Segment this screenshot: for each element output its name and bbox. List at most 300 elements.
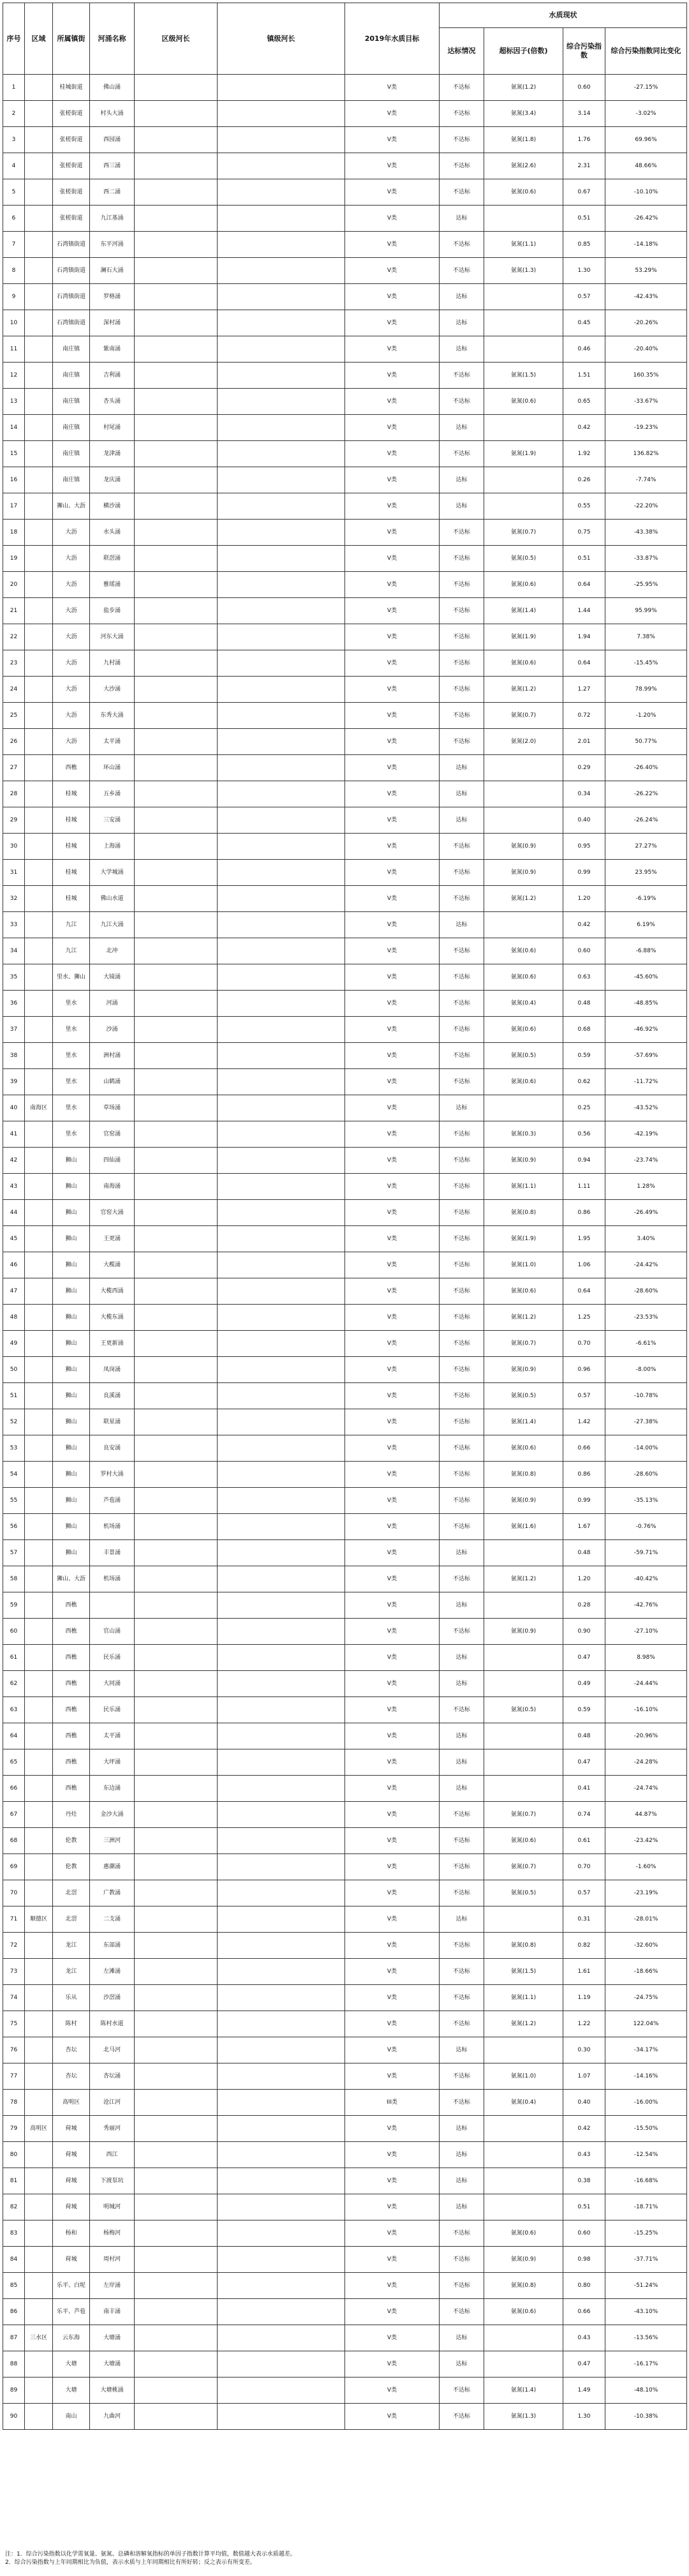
- cell-compliance: 达标: [440, 755, 484, 781]
- cell-factors: 氨氮(2.0): [484, 729, 563, 755]
- cell-river: 深村涌: [90, 310, 135, 336]
- cell-index: 0.75: [563, 520, 605, 546]
- cell-compliance: 不达标: [440, 2220, 484, 2247]
- cell-district: [25, 2404, 53, 2430]
- cell-factors: 氨氮(1.4): [484, 2378, 563, 2404]
- cell-change: -15.50%: [605, 2116, 687, 2142]
- cell-seq: 90: [3, 2404, 25, 2430]
- cell-target: V类: [345, 1148, 440, 1174]
- cell-compliance: 不达标: [440, 1043, 484, 1069]
- cell-town: 高明区: [53, 2090, 90, 2116]
- cell-district: [25, 1043, 53, 1069]
- cell-river: 沙涌: [90, 1017, 135, 1043]
- cell-compliance: 达标: [440, 2116, 484, 2142]
- cell-seq: 28: [3, 781, 25, 807]
- cell-town: 荷城: [53, 2142, 90, 2168]
- cell-target: V类: [345, 206, 440, 232]
- cell-change: 23.95%: [605, 860, 687, 886]
- cell-town-chief: [218, 258, 345, 284]
- cell-district-chief: [135, 284, 218, 310]
- cell-compliance: 不达标: [440, 2247, 484, 2273]
- cell-river: 大榄涌: [90, 1252, 135, 1278]
- cell-seq: 55: [3, 1488, 25, 1514]
- cell-river: 北马河: [90, 2037, 135, 2063]
- cell-river: 环山涌: [90, 755, 135, 781]
- cell-town: 大沥: [53, 546, 90, 572]
- cell-district: [25, 467, 53, 493]
- cell-target: V类: [345, 1357, 440, 1383]
- cell-index: 0.90: [563, 1619, 605, 1645]
- cell-seq: 4: [3, 153, 25, 179]
- cell-index: 0.28: [563, 1592, 605, 1619]
- cell-compliance: 不达标: [440, 886, 484, 912]
- cell-river: 三洲河: [90, 1828, 135, 1854]
- cell-district-chief: [135, 2247, 218, 2273]
- cell-town-chief: [218, 677, 345, 703]
- cell-district: [25, 729, 53, 755]
- cell-town-chief: [218, 2090, 345, 2116]
- cell-target: V类: [345, 2325, 440, 2351]
- cell-town-chief: [218, 1802, 345, 1828]
- cell-town-chief: [218, 1409, 345, 1435]
- cell-seq: 23: [3, 650, 25, 677]
- table-row: [3, 1854, 687, 1880]
- table-row: [3, 258, 687, 284]
- cell-district: [25, 650, 53, 677]
- cell-target: V类: [345, 1854, 440, 1880]
- cell-district: [25, 441, 53, 467]
- cell-target: V类: [345, 415, 440, 441]
- cell-factors: 氨氮(1.0): [484, 2063, 563, 2090]
- cell-compliance: 不达标: [440, 1985, 484, 2011]
- cell-district-chief: [135, 363, 218, 389]
- cell-factors: [484, 284, 563, 310]
- cell-target: V类: [345, 2351, 440, 2378]
- cell-target: V类: [345, 336, 440, 363]
- cell-seq: 9: [3, 284, 25, 310]
- cell-compliance: 不达标: [440, 1566, 484, 1592]
- cell-factors: 氨氮(1.2): [484, 677, 563, 703]
- cell-compliance: 达标: [440, 1723, 484, 1749]
- cell-factors: 氨氮(1.5): [484, 1959, 563, 1985]
- cell-index: 0.41: [563, 1776, 605, 1802]
- cell-change: -23.74%: [605, 1148, 687, 1174]
- cell-town-chief: [218, 389, 345, 415]
- cell-town-chief: [218, 310, 345, 336]
- cell-river: 凤岗涌: [90, 1357, 135, 1383]
- cell-change: -28.01%: [605, 1906, 687, 1933]
- table-row: [3, 1723, 687, 1749]
- cell-district: [25, 1383, 53, 1409]
- cell-river: 山鹤涌: [90, 1069, 135, 1095]
- cell-river: 广教涌: [90, 1880, 135, 1906]
- cell-town-chief: [218, 834, 345, 860]
- cell-index: 1.51: [563, 363, 605, 389]
- cell-town: 南庄镇: [53, 441, 90, 467]
- cell-change: -34.17%: [605, 2037, 687, 2063]
- cell-town-chief: [218, 1095, 345, 1121]
- cell-district: [25, 1148, 53, 1174]
- cell-index: 0.56: [563, 1121, 605, 1148]
- cell-seq: 79: [3, 2116, 25, 2142]
- cell-district: [25, 1357, 53, 1383]
- cell-compliance: 不达标: [440, 1017, 484, 1043]
- header-district-chief: 区级河长: [135, 3, 218, 75]
- cell-river: 东部涌: [90, 1933, 135, 1959]
- cell-district: [25, 1697, 53, 1723]
- cell-index: 0.63: [563, 964, 605, 991]
- cell-compliance: 不达标: [440, 1854, 484, 1880]
- water-quality-table-wrapper: [3, 3, 686, 2430]
- header-seq: 序号: [3, 3, 25, 75]
- cell-seq: 36: [3, 991, 25, 1017]
- cell-change: -24.75%: [605, 1985, 687, 2011]
- cell-town: 里水: [53, 1043, 90, 1069]
- table-row: [3, 964, 687, 991]
- cell-factors: 氨氮(0.5): [484, 1383, 563, 1409]
- cell-river: 澜石大涌: [90, 258, 135, 284]
- cell-river: 西三涌: [90, 153, 135, 179]
- table-row: [3, 1671, 687, 1697]
- cell-town: 里水: [53, 1017, 90, 1043]
- cell-compliance: 不达标: [440, 1933, 484, 1959]
- cell-district: [25, 1305, 53, 1331]
- cell-factors: 氨氮(0.7): [484, 1331, 563, 1357]
- cell-target: V类: [345, 860, 440, 886]
- table-row: [3, 2142, 687, 2168]
- cell-index: 0.43: [563, 2325, 605, 2351]
- cell-compliance: 不达标: [440, 1435, 484, 1462]
- cell-index: 1.76: [563, 127, 605, 153]
- cell-index: 1.20: [563, 1566, 605, 1592]
- cell-town: 狮山: [53, 1514, 90, 1540]
- cell-river: 大榄西涌: [90, 1278, 135, 1305]
- cell-district: [25, 1592, 53, 1619]
- cell-factors: 氨氮(1.8): [484, 127, 563, 153]
- cell-factors: 氨氮(1.0): [484, 1252, 563, 1278]
- cell-district-chief: [135, 1069, 218, 1095]
- cell-district-chief: [135, 1488, 218, 1514]
- cell-seq: 83: [3, 2220, 25, 2247]
- cell-index: 1.30: [563, 258, 605, 284]
- cell-index: 0.67: [563, 179, 605, 206]
- cell-seq: 2: [3, 101, 25, 127]
- cell-target: V类: [345, 179, 440, 206]
- cell-river: 河东大涌: [90, 624, 135, 650]
- cell-river: 联星涌: [90, 1409, 135, 1435]
- cell-seq: 46: [3, 1252, 25, 1278]
- cell-district-chief: [135, 1802, 218, 1828]
- cell-district-chief: [135, 1959, 218, 1985]
- table-row: [3, 1592, 687, 1619]
- cell-district-chief: [135, 1305, 218, 1331]
- cell-factors: 氨氮(0.6): [484, 964, 563, 991]
- cell-river: 杏头涌: [90, 389, 135, 415]
- cell-factors: 氨氮(0.5): [484, 546, 563, 572]
- cell-district-chief: [135, 860, 218, 886]
- cell-target: V类: [345, 363, 440, 389]
- cell-seq: 67: [3, 1802, 25, 1828]
- cell-index: 0.74: [563, 1802, 605, 1828]
- cell-seq: 68: [3, 1828, 25, 1854]
- cell-seq: 5: [3, 179, 25, 206]
- cell-factors: 氨氮(0.7): [484, 1802, 563, 1828]
- cell-district: [25, 1723, 53, 1749]
- cell-change: -32.60%: [605, 1933, 687, 1959]
- cell-compliance: 不达标: [440, 258, 484, 284]
- cell-factors: 氨氮(1.1): [484, 1985, 563, 2011]
- cell-town: 大沥: [53, 520, 90, 546]
- table-row: [3, 624, 687, 650]
- cell-town: 张槎街道: [53, 153, 90, 179]
- cell-district: [25, 1121, 53, 1148]
- cell-district: [25, 860, 53, 886]
- cell-change: 6.19%: [605, 912, 687, 938]
- cell-town-chief: [218, 703, 345, 729]
- cell-change: 27.27%: [605, 834, 687, 860]
- cell-river: 官窑大涌: [90, 1200, 135, 1226]
- table-row: [3, 1305, 687, 1331]
- cell-district-chief: [135, 2011, 218, 2037]
- cell-target: V类: [345, 2116, 440, 2142]
- cell-target: V类: [345, 1462, 440, 1488]
- cell-factors: 氨氮(0.8): [484, 2273, 563, 2299]
- cell-district: 高明区: [25, 2116, 53, 2142]
- cell-factors: [484, 415, 563, 441]
- cell-index: 0.25: [563, 1095, 605, 1121]
- cell-seq: 80: [3, 2142, 25, 2168]
- table-row: [3, 1959, 687, 1985]
- cell-change: -42.76%: [605, 1592, 687, 1619]
- cell-change: -20.96%: [605, 1723, 687, 1749]
- cell-district: [25, 2168, 53, 2194]
- cell-target: V类: [345, 520, 440, 546]
- cell-river: 杨梅河: [90, 2220, 135, 2247]
- cell-target: V类: [345, 2247, 440, 2273]
- cell-factors: 氨氮(1.4): [484, 1409, 563, 1435]
- table-row: [3, 441, 687, 467]
- cell-change: -6.19%: [605, 886, 687, 912]
- cell-town: 南庄镇: [53, 389, 90, 415]
- cell-factors: [484, 206, 563, 232]
- cell-factors: 氨氮(1.5): [484, 363, 563, 389]
- cell-index: 0.42: [563, 2116, 605, 2142]
- cell-compliance: 不达标: [440, 1200, 484, 1226]
- cell-district-chief: [135, 1043, 218, 1069]
- cell-river: 东平河涌: [90, 232, 135, 258]
- cell-district: [25, 2011, 53, 2037]
- cell-target: V类: [345, 1095, 440, 1121]
- cell-town-chief: [218, 1933, 345, 1959]
- cell-district: [25, 2351, 53, 2378]
- cell-seq: 8: [3, 258, 25, 284]
- cell-target: V类: [345, 467, 440, 493]
- cell-river: 河涌: [90, 991, 135, 1017]
- header-compliance: 达标情况: [440, 28, 484, 75]
- cell-town-chief: [218, 1697, 345, 1723]
- cell-target: V类: [345, 598, 440, 624]
- cell-river: 东秀大涌: [90, 703, 135, 729]
- cell-district: [25, 1278, 53, 1305]
- table-row: [3, 1095, 687, 1121]
- cell-seq: 30: [3, 834, 25, 860]
- cell-district-chief: [135, 1723, 218, 1749]
- cell-river: 陈村水道: [90, 2011, 135, 2037]
- cell-district: [25, 101, 53, 127]
- cell-compliance: 不达标: [440, 1226, 484, 1252]
- cell-town: 南庄镇: [53, 467, 90, 493]
- cell-town: 北滘: [53, 1906, 90, 1933]
- cell-district-chief: [135, 441, 218, 467]
- cell-index: 0.51: [563, 206, 605, 232]
- cell-factors: [484, 1645, 563, 1671]
- cell-factors: [484, 2351, 563, 2378]
- cell-district: [25, 912, 53, 938]
- cell-town-chief: [218, 1331, 345, 1357]
- cell-change: -26.40%: [605, 755, 687, 781]
- cell-town: 狮山: [53, 1540, 90, 1566]
- cell-seq: 74: [3, 1985, 25, 2011]
- cell-district-chief: [135, 153, 218, 179]
- cell-factors: [484, 2194, 563, 2220]
- cell-index: 0.70: [563, 1331, 605, 1357]
- cell-factors: 氨氮(0.9): [484, 1488, 563, 1514]
- cell-town: 狮山: [53, 1305, 90, 1331]
- table-row: [3, 1514, 687, 1540]
- header-index: 综合污染指数: [563, 28, 605, 75]
- cell-index: 0.64: [563, 1278, 605, 1305]
- cell-seq: 87: [3, 2325, 25, 2351]
- table-row: [3, 1435, 687, 1462]
- cell-district: [25, 179, 53, 206]
- cell-target: V类: [345, 1985, 440, 2011]
- table-row: [3, 336, 687, 363]
- cell-town: 西樵: [53, 1671, 90, 1697]
- cell-town-chief: [218, 1645, 345, 1671]
- cell-index: 0.98: [563, 2247, 605, 2273]
- cell-district: [25, 520, 53, 546]
- cell-district: [25, 1985, 53, 2011]
- cell-district-chief: [135, 2168, 218, 2194]
- cell-change: -51.24%: [605, 2273, 687, 2299]
- cell-river: 大镜涌: [90, 964, 135, 991]
- cell-town: 九江: [53, 938, 90, 964]
- cell-district: 三水区: [25, 2325, 53, 2351]
- table-row: [3, 1880, 687, 1906]
- cell-seq: 42: [3, 1148, 25, 1174]
- table-row: [3, 415, 687, 441]
- cell-compliance: 不达标: [440, 1278, 484, 1305]
- cell-river: 五乡涌: [90, 781, 135, 807]
- table-row: [3, 1566, 687, 1592]
- cell-town: 石湾镇街道: [53, 310, 90, 336]
- cell-river: 沧江河: [90, 2090, 135, 2116]
- cell-district: [25, 572, 53, 598]
- table-row: [3, 572, 687, 598]
- cell-factors: 氨氮(0.9): [484, 2247, 563, 2273]
- cell-factors: 氨氮(0.9): [484, 834, 563, 860]
- cell-factors: 氨氮(0.5): [484, 1697, 563, 1723]
- cell-change: -23.53%: [605, 1305, 687, 1331]
- cell-seq: 29: [3, 807, 25, 834]
- cell-factors: 氨氮(1.9): [484, 441, 563, 467]
- cell-change: -57.69%: [605, 1043, 687, 1069]
- cell-compliance: 不达标: [440, 834, 484, 860]
- cell-seq: 64: [3, 1723, 25, 1749]
- cell-town-chief: [218, 1069, 345, 1095]
- cell-factors: 氨氮(1.2): [484, 75, 563, 101]
- cell-seq: 73: [3, 1959, 25, 1985]
- cell-seq: 61: [3, 1645, 25, 1671]
- cell-factors: 氨氮(0.9): [484, 1619, 563, 1645]
- cell-factors: 氨氮(0.6): [484, 1069, 563, 1095]
- table-row: [3, 1069, 687, 1095]
- cell-town-chief: [218, 493, 345, 520]
- cell-index: 0.60: [563, 2220, 605, 2247]
- table-row: [3, 938, 687, 964]
- cell-change: -19.23%: [605, 415, 687, 441]
- cell-factors: 氨氮(1.2): [484, 886, 563, 912]
- cell-district-chief: [135, 310, 218, 336]
- cell-town-chief: [218, 1749, 345, 1776]
- cell-factors: 氨氮(0.7): [484, 520, 563, 546]
- cell-district-chief: [135, 807, 218, 834]
- cell-compliance: 不达标: [440, 1331, 484, 1357]
- cell-target: V类: [345, 1200, 440, 1226]
- cell-town-chief: [218, 2325, 345, 2351]
- cell-change: 8.98%: [605, 1645, 687, 1671]
- table-row: [3, 363, 687, 389]
- cell-compliance: 不达标: [440, 729, 484, 755]
- cell-compliance: 不达标: [440, 650, 484, 677]
- cell-town-chief: [218, 886, 345, 912]
- cell-town: 张槎街道: [53, 179, 90, 206]
- cell-change: -48.85%: [605, 991, 687, 1017]
- cell-seq: 69: [3, 1854, 25, 1880]
- cell-index: 0.60: [563, 75, 605, 101]
- cell-district: [25, 2299, 53, 2325]
- cell-compliance: 达标: [440, 2142, 484, 2168]
- table-row: [3, 2168, 687, 2194]
- cell-town-chief: [218, 1671, 345, 1697]
- cell-index: 0.60: [563, 938, 605, 964]
- cell-change: -33.67%: [605, 389, 687, 415]
- cell-town-chief: [218, 1566, 345, 1592]
- cell-index: 0.94: [563, 1148, 605, 1174]
- cell-index: 0.51: [563, 2194, 605, 2220]
- cell-district: [25, 153, 53, 179]
- footnote-2: 2．综合污染指数与上年同期相比为负值，表示水质与上年同期相比有所好转；反之表示有所变差。: [5, 2559, 256, 2566]
- cell-target: V类: [345, 1776, 440, 1802]
- cell-district: [25, 1017, 53, 1043]
- cell-index: 1.11: [563, 1174, 605, 1200]
- cell-town-chief: [218, 1357, 345, 1383]
- table-row: [3, 2116, 687, 2142]
- cell-river: 大塘桃涌: [90, 2378, 135, 2404]
- cell-target: V类: [345, 284, 440, 310]
- cell-town: 北滘: [53, 1880, 90, 1906]
- cell-index: 1.92: [563, 441, 605, 467]
- cell-district: [25, 807, 53, 834]
- cell-seq: 84: [3, 2247, 25, 2273]
- cell-seq: 34: [3, 938, 25, 964]
- cell-town-chief: [218, 1174, 345, 1200]
- cell-district-chief: [135, 1540, 218, 1566]
- cell-target: V类: [345, 1592, 440, 1619]
- cell-district: [25, 415, 53, 441]
- cell-district: [25, 1069, 53, 1095]
- cell-town: 南山: [53, 2404, 90, 2430]
